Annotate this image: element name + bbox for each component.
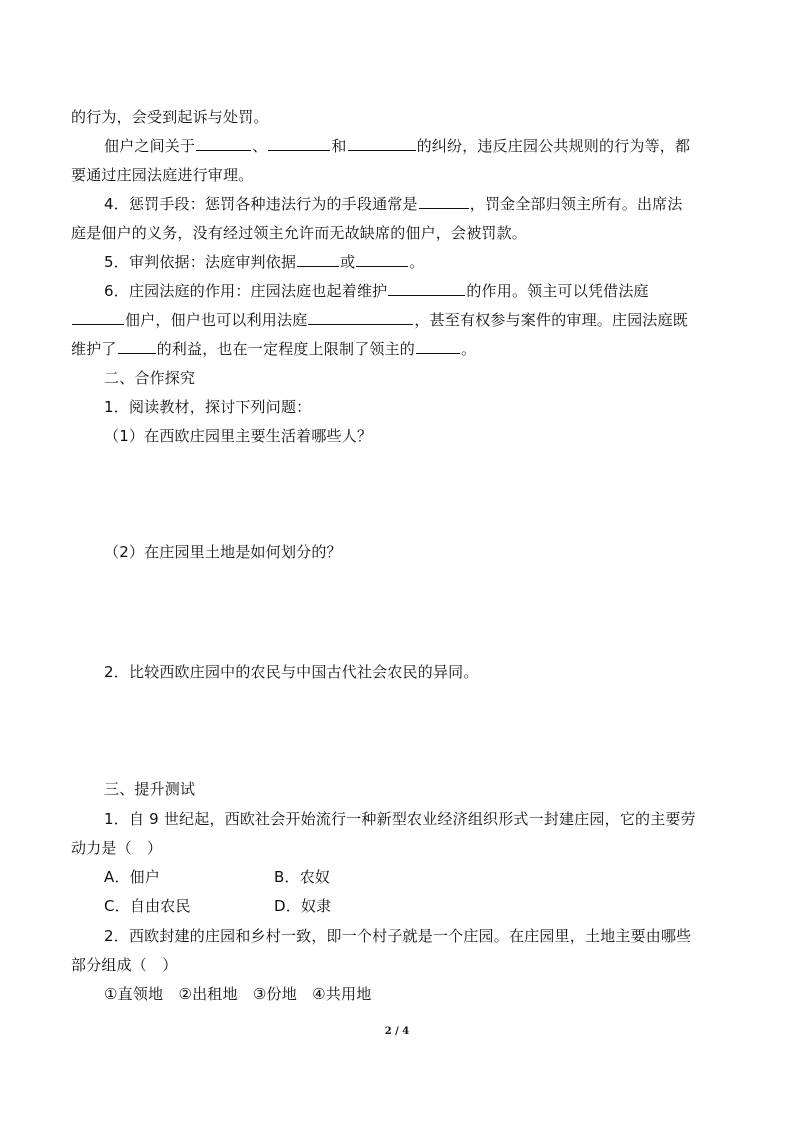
text: 的作用。领主可以凭借法庭 — [466, 282, 649, 300]
blank — [268, 136, 330, 151]
text: 佃户，佃户也可以利用法庭 — [125, 311, 308, 329]
text: 和 — [331, 137, 347, 155]
paragraph-line — [104, 252, 425, 272]
text: 的行为，会受到起诉与处罚。 — [71, 108, 269, 126]
text: A．佃户 — [104, 868, 161, 886]
blank — [196, 136, 251, 151]
text: ①直领地 ②出租地 ③份地 ④共用地 — [104, 985, 372, 1003]
text: 1．阅读教材，探讨下列问题： — [104, 398, 312, 416]
option-a — [104, 867, 160, 887]
blank — [356, 252, 408, 267]
text: （2）在庄园里土地是如何划分的？ — [104, 543, 342, 561]
text: ，甚至有权参与案件的审理。庄园法庭既 — [414, 311, 689, 329]
text: C．自由农民 — [104, 897, 191, 915]
blank — [348, 136, 416, 151]
text: 庭是佃户的义务，没有经过领主允许而无故缺席的佃户，会被罚款。 — [71, 224, 528, 242]
text: 二、合作探究 — [104, 369, 196, 387]
text: 或 — [340, 253, 356, 271]
paragraph-line — [71, 165, 253, 185]
paragraph-line — [71, 223, 527, 243]
text: 。 — [409, 253, 425, 271]
text: 佃户之间关于 — [104, 137, 196, 155]
test-question — [71, 838, 162, 858]
text: 6．庄园法庭的作用：庄园法庭也起着维护 — [104, 282, 388, 300]
text: 5．审判依据：法庭审判依据 — [104, 253, 297, 271]
text: （1）在西欧庄园里主要生活着哪些人？ — [104, 427, 373, 445]
blank — [72, 310, 124, 325]
text: 、 — [252, 137, 268, 155]
paragraph-line — [104, 136, 690, 156]
blank — [416, 339, 460, 354]
blank — [297, 252, 339, 267]
text: 要通过庄园法庭进行审理。 — [71, 166, 254, 184]
section-heading — [104, 779, 195, 799]
options-list — [104, 984, 371, 1004]
text: 2．比较西欧庄园中的农民与中国古代社会农民的异同。 — [104, 663, 479, 681]
paragraph-line — [104, 194, 683, 214]
blank — [118, 339, 156, 354]
text: 动力是（ ） — [71, 839, 163, 857]
text: B．农奴 — [274, 868, 331, 886]
page-number: 2 / 4 — [384, 1026, 410, 1037]
text: 三、提升测试 — [104, 780, 196, 798]
text: 4．惩罚手段：惩罚各种违法行为的手段通常是 — [104, 195, 418, 213]
paragraph-line — [71, 310, 688, 330]
option-b — [274, 867, 330, 887]
question — [104, 397, 311, 417]
text: 的纠纷，违反庄园公共规则的行为等，都 — [416, 137, 691, 155]
paragraph-line — [71, 107, 269, 127]
text: 部分组成（ ） — [71, 956, 178, 974]
text: 维护了 — [71, 340, 117, 358]
text: 2．西欧封建的庄园和乡村一致，即一个村子就是一个庄园。在庄园里，土地主要由哪些 — [104, 927, 692, 945]
text: D．奴隶 — [274, 897, 332, 915]
sub-question — [104, 426, 372, 446]
paragraph-line — [71, 339, 476, 359]
blank — [308, 310, 413, 325]
question — [104, 662, 479, 682]
blank — [388, 281, 465, 296]
text: ，罚金全部归领主所有。出席法 — [469, 195, 683, 213]
paragraph-line — [104, 281, 649, 301]
option-c — [104, 896, 191, 916]
test-question — [71, 955, 177, 975]
text: 1．自 9 世纪起，西欧社会开始流行一种新型农业经济组织形式一封建庄园，它的主要劳 — [104, 810, 696, 828]
test-question — [104, 809, 696, 829]
section-heading — [104, 368, 195, 388]
option-d — [274, 896, 331, 916]
test-question — [104, 926, 691, 946]
text: 的利益，也在一定程度上限制了领主的 — [156, 340, 416, 358]
blank — [419, 194, 469, 209]
text: 。 — [461, 340, 477, 358]
sub-question — [104, 542, 342, 562]
